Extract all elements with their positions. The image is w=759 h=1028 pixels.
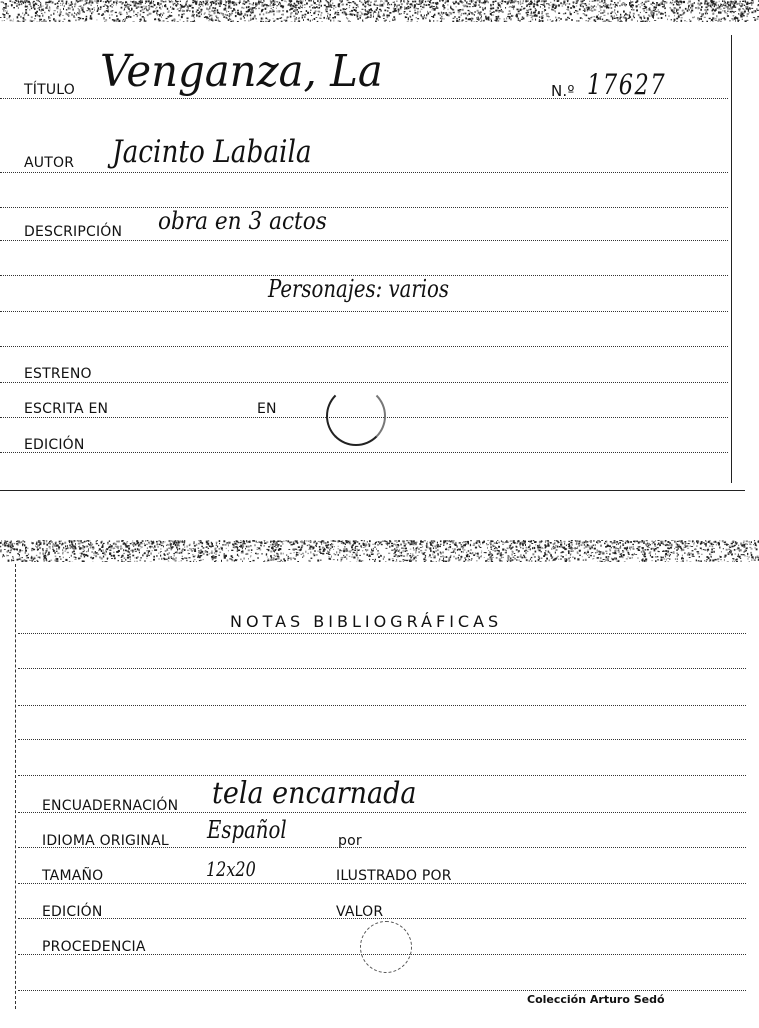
tamano-label: TAMAÑO: [42, 868, 104, 884]
edicion-label: EDICIÓN: [24, 437, 85, 453]
ruled-line: [0, 452, 728, 453]
collection-footer: Colección Arturo Sedó: [527, 993, 665, 1006]
torn-edge-top: [0, 540, 759, 562]
procedencia-label: PROCEDENCIA: [42, 939, 146, 955]
notas-heading: NOTAS BIBLIOGRÁFICAS: [230, 612, 503, 631]
descripcion-value: obra en 3 actos: [158, 207, 327, 235]
torn-edge-top: [0, 0, 759, 22]
ruled-line: [18, 739, 746, 740]
numero-label: N.º: [551, 82, 575, 100]
ruled-line: [0, 311, 728, 312]
ilustrado-por-label: ILUSTRADO POR: [336, 868, 452, 884]
ruled-line: [0, 382, 728, 383]
escrita-en-label: ESCRITA EN: [24, 401, 109, 417]
numero-value: 17627: [587, 68, 667, 101]
encuadernacion-value: tela encarnada: [212, 776, 417, 811]
ruled-line: [0, 240, 728, 241]
card-bottom-edge: [0, 490, 745, 491]
ruled-line: [18, 990, 746, 991]
tamano-value: 12x20: [206, 857, 256, 881]
encuadernacion-label: ENCUADERNACIÓN: [42, 798, 179, 814]
autor-value: Jacinto Labaila: [112, 134, 312, 170]
descripcion-label: DESCRIPCIÓN: [24, 224, 123, 240]
titulo-label: TÍTULO: [24, 82, 75, 98]
punch-hole: [326, 386, 386, 446]
catalog-card-back: [0, 540, 759, 1028]
titulo-value: Venganza, La: [100, 46, 383, 97]
ruled-line: [18, 705, 746, 706]
ruled-line: [0, 346, 728, 347]
en-label: EN: [257, 401, 277, 417]
ruled-line: [0, 172, 728, 173]
ruled-line: [0, 207, 728, 208]
punch-hole: [360, 921, 412, 973]
estreno-label: ESTRENO: [24, 366, 92, 382]
valor-label: VALOR: [336, 904, 384, 920]
card-left-border: [15, 564, 16, 1009]
ruled-line: [18, 633, 746, 634]
card-right-border: [731, 35, 732, 483]
ruled-line: [18, 668, 746, 669]
catalog-card-front: [0, 0, 759, 495]
por-label: por: [338, 833, 362, 849]
autor-label: AUTOR: [24, 155, 75, 171]
idioma-original-label: IDIOMA ORIGINAL: [42, 833, 169, 849]
personajes-value: Personajes: varios: [268, 275, 450, 303]
idioma-value: Español: [207, 816, 287, 844]
edicion-label: EDICIÓN: [42, 904, 103, 920]
